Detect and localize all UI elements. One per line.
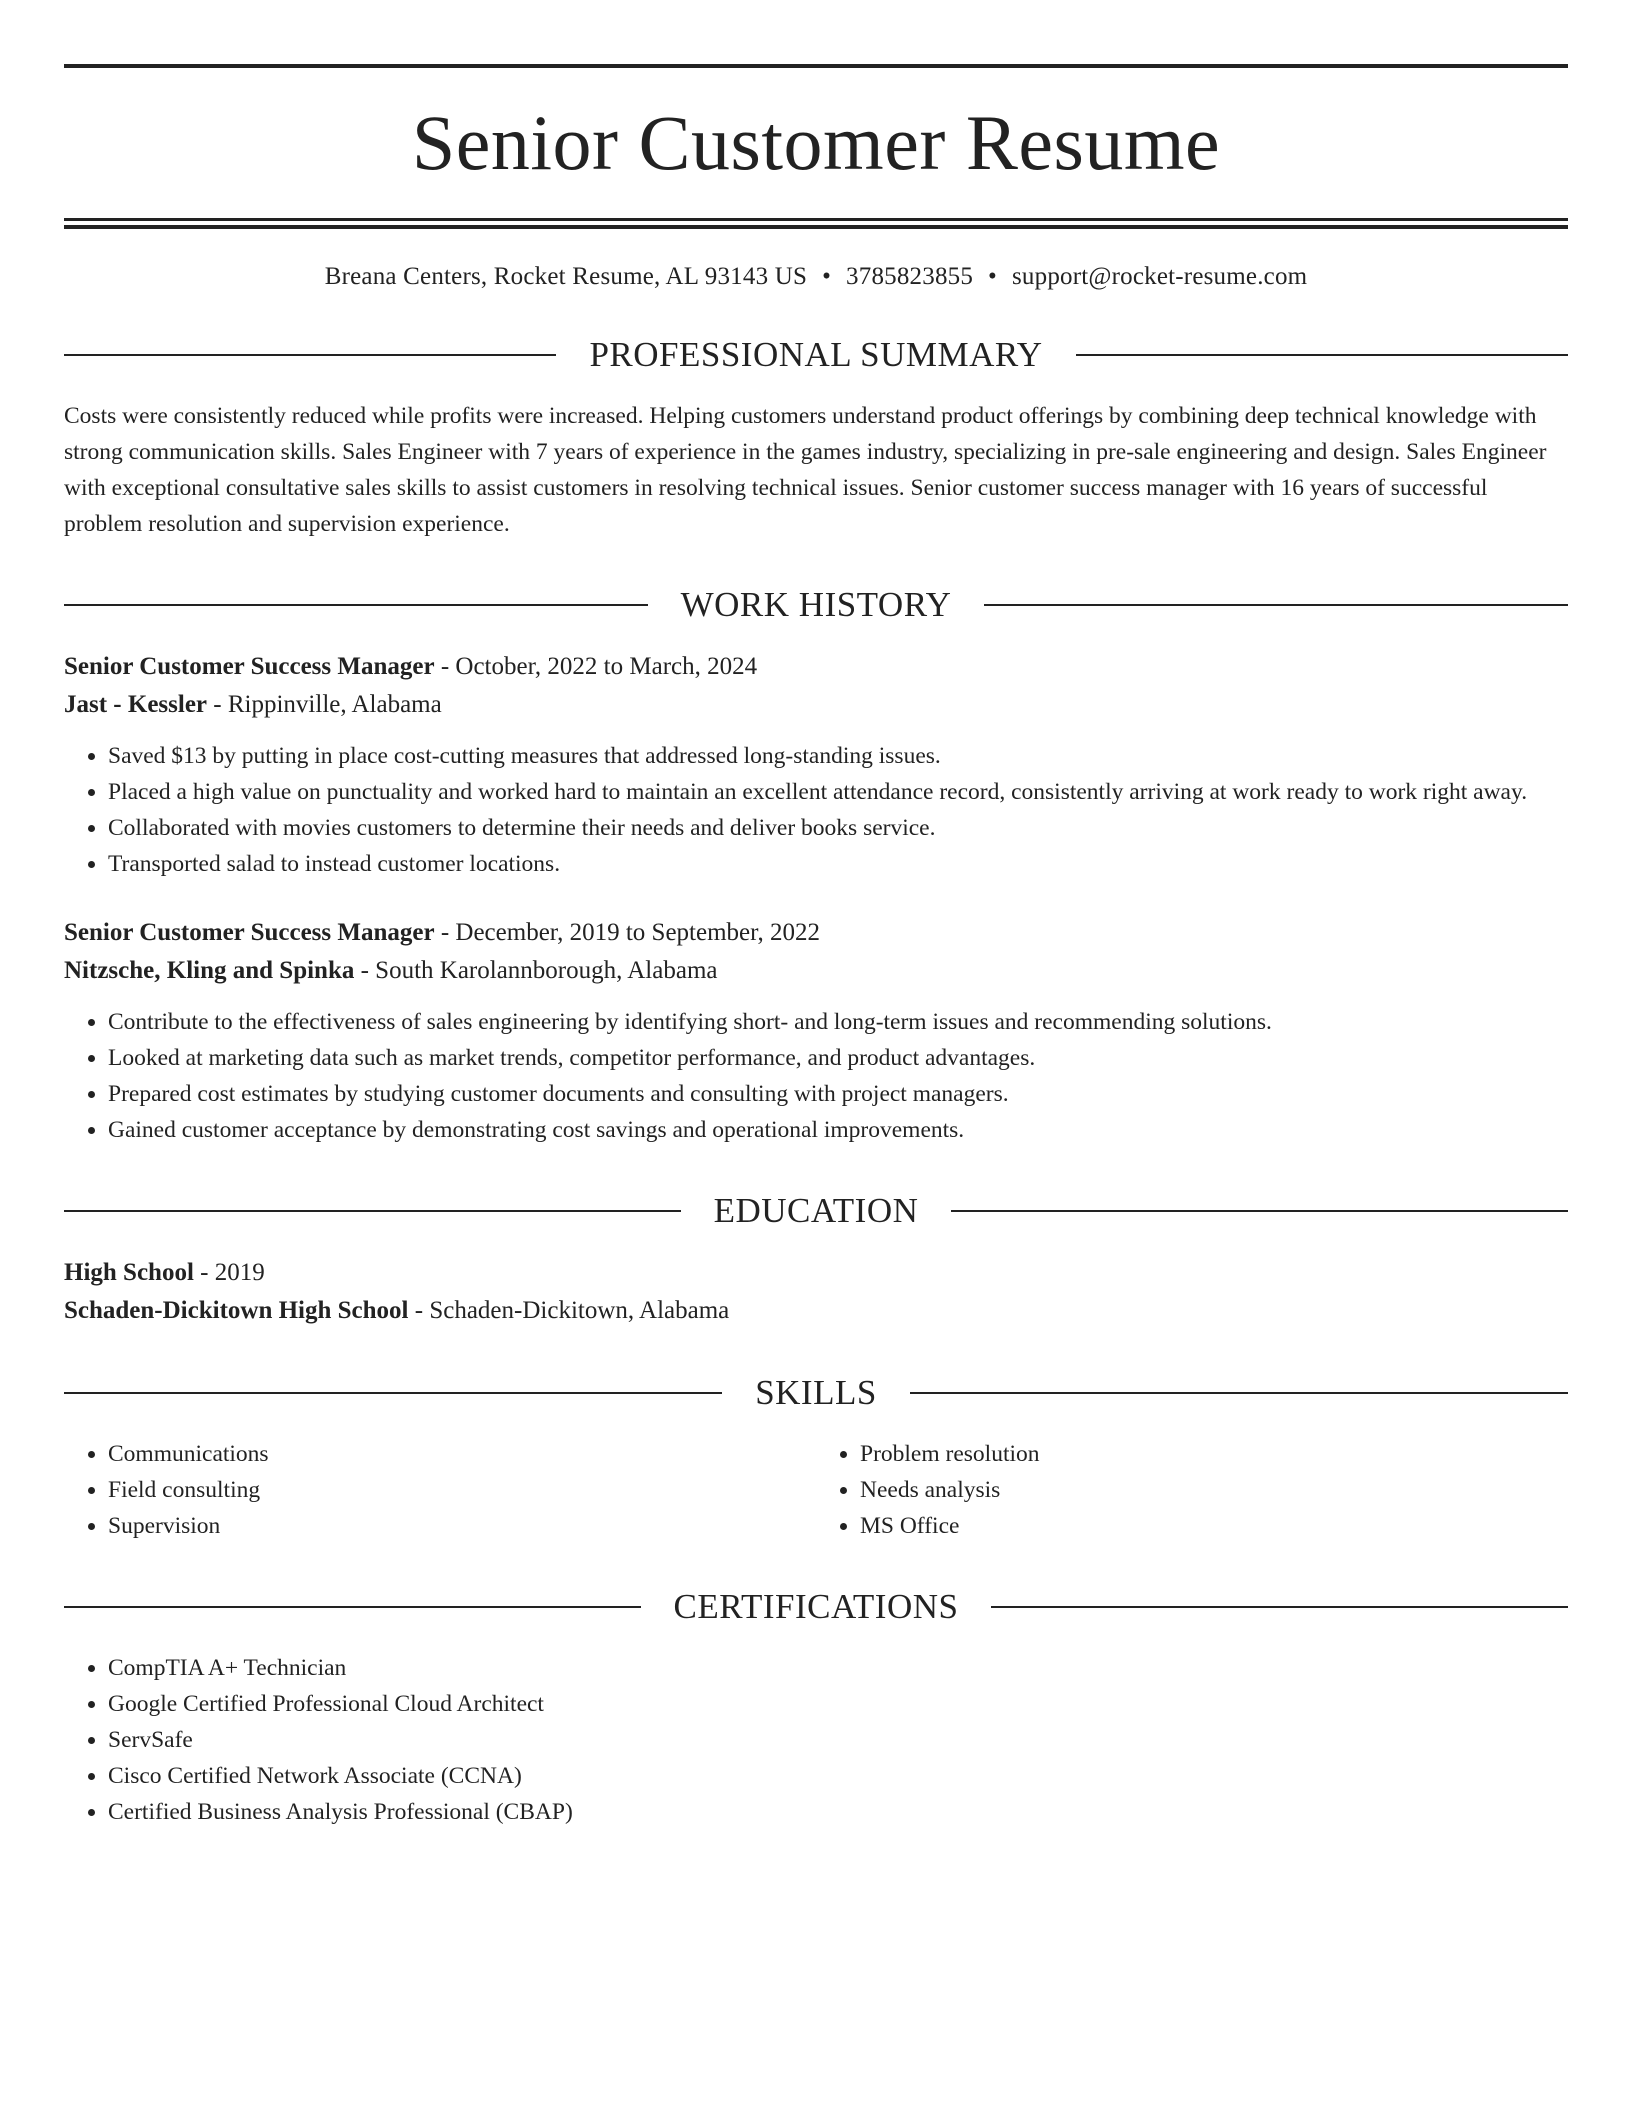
top-rule (64, 64, 1568, 68)
contact-email[interactable]: support@rocket-resume.com (1012, 263, 1308, 290)
heading-rule-right (984, 604, 1568, 606)
section-title: WORK HISTORY (680, 585, 952, 624)
education-degree-line (64, 1254, 1568, 1292)
list-item: • Cisco Certified Network Associate (CCNA) (108, 1758, 1568, 1794)
section-heading-summary (64, 334, 1568, 376)
job-title: Senior Customer Success Manager (64, 653, 435, 680)
heading-rule-right (1076, 354, 1568, 356)
heading-rule-right (991, 1606, 1568, 1608)
list-item: • CompTIA A+ Technician (108, 1650, 1568, 1686)
summary-text: Costs were consistently reduced while profits were increased. Helping customers understand product offerings by combining deep technical knowledge with strong communication skills. Sales Engineer with 7 years of experience in the games industry, specializing in pre-sale engineering and design. Sales Engineer with exceptional consultative sales skills to assist customers in resolving technical issues. Senior customer success manager with 16 years of successful problem resolution and supervision experience. (64, 403, 1547, 537)
section-title: EDUCATION (713, 1191, 919, 1230)
list-item: • Certified Business Analysis Professional (CBAP) (108, 1794, 1568, 1830)
job-location: - South Karolannborough, Alabama (354, 957, 718, 984)
skills-column-right (816, 1436, 1568, 1544)
resume-page (64, 64, 1568, 1830)
section-heading-skills (64, 1372, 1568, 1414)
job-company-line (64, 686, 1568, 724)
heading-rule-left (64, 1210, 681, 1212)
section-heading-work (64, 584, 1568, 626)
skills-grid (64, 1436, 1568, 1544)
contact-line (64, 262, 1568, 292)
list-item: • Field consulting (108, 1472, 816, 1508)
list-item: • Placed a high value on punctuality and worked hard to maintain an excellent attendance record, consistently arriving at work ready to work right away. (108, 774, 1568, 810)
contact-phone: 3785823855 (846, 263, 974, 290)
heading-rule-right (951, 1210, 1568, 1212)
heading-rule-left (64, 1606, 641, 1608)
resume-title: Senior Customer Resume (411, 99, 1221, 186)
list-item: • MS Office (860, 1508, 1568, 1544)
job-location: - Rippinville, Alabama (207, 691, 442, 718)
certifications-list (64, 1650, 1568, 1830)
heading-rule-right (910, 1392, 1568, 1394)
list-item: • Saved $13 by putting in place cost-cutting measures that addressed long-standing issues. (108, 738, 1568, 774)
job-company-line (64, 952, 1568, 990)
section-title: PROFESSIONAL SUMMARY (589, 335, 1043, 374)
list-item: • Collaborated with movies customers to determine their needs and deliver books service. (108, 810, 1568, 846)
section-heading-education (64, 1190, 1568, 1232)
job-title: Senior Customer Success Manager (64, 919, 435, 946)
job-dates: - December, 2019 to September, 2022 (434, 919, 820, 946)
heading-rule-left (64, 354, 556, 356)
list-item: • ServSafe (108, 1722, 1568, 1758)
title-double-rule (64, 218, 1568, 229)
list-item: • Looked at marketing data such as market trends, competitor performance, and product advantages. (108, 1040, 1568, 1076)
job-bullets (64, 738, 1568, 882)
list-item: • Google Certified Professional Cloud Architect (108, 1686, 1568, 1722)
education-degree: High School (64, 1259, 194, 1286)
job-dates: - October, 2022 to March, 2024 (434, 653, 758, 680)
job-entry (64, 648, 1568, 882)
list-item: • Prepared cost estimates by studying customer documents and consulting with project managers. (108, 1076, 1568, 1112)
list-item: • Gained customer acceptance by demonstrating cost savings and operational improvements. (108, 1112, 1568, 1148)
education-school-line (64, 1292, 1568, 1330)
job-entry (64, 914, 1568, 1148)
job-title-line (64, 648, 1568, 686)
section-title: SKILLS (755, 1373, 877, 1412)
heading-rule-left (64, 604, 648, 606)
job-company: Jast - Kessler (64, 691, 208, 718)
section-title: CERTIFICATIONS (673, 1587, 959, 1626)
list-item: • Transported salad to instead customer locations. (108, 846, 1568, 882)
contact-separator: • (822, 263, 832, 290)
job-bullets (64, 1004, 1568, 1148)
list-item: • Communications (108, 1436, 816, 1472)
heading-rule-left (64, 1392, 722, 1394)
list-item: • Supervision (108, 1508, 816, 1544)
job-title-line (64, 914, 1568, 952)
list-item: • Needs analysis (860, 1472, 1568, 1508)
contact-address: Breana Centers, Rocket Resume, AL 93143 US (324, 263, 808, 290)
list-item: • Contribute to the effectiveness of sales engineering by identifying short- and long-term issues and recommending solutions. (108, 1004, 1568, 1040)
education-location: - Schaden-Dickitown, Alabama (408, 1297, 730, 1324)
skills-column-left (64, 1436, 816, 1544)
list-item: • Problem resolution (860, 1436, 1568, 1472)
job-company: Nitzsche, Kling and Spinka (64, 957, 355, 984)
education-year: - 2019 (193, 1259, 265, 1286)
contact-separator: • (988, 263, 997, 290)
section-heading-certifications (64, 1586, 1568, 1628)
education-school: Schaden-Dickitown High School (64, 1297, 409, 1324)
